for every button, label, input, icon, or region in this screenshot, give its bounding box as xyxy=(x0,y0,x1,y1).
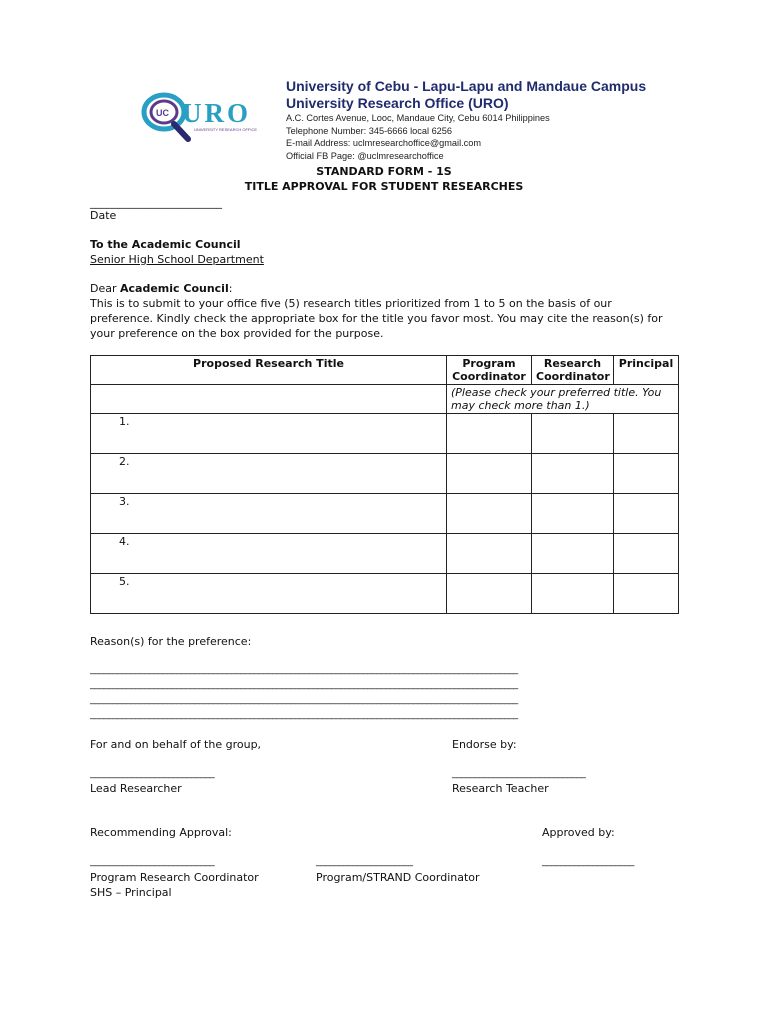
header-block xyxy=(286,78,646,162)
lead-researcher-label: Lead Researcher xyxy=(90,782,182,795)
table-row xyxy=(91,454,679,494)
approved-label: Approved by: xyxy=(542,826,615,839)
prc-signature-line[interactable]: ___________________________ xyxy=(90,856,215,867)
table-row xyxy=(91,494,679,534)
addressee: To the Academic Council xyxy=(90,238,241,251)
form-title: TITLE APPROVAL FOR STUDENT RESEARCHES xyxy=(244,180,524,193)
check-box-principal-3[interactable] xyxy=(614,494,679,534)
reasons-label: Reason(s) for the preference: xyxy=(90,635,252,648)
reason-line-4[interactable]: ______________________________________________________________________________________________ xyxy=(90,709,518,720)
check-box-principal-5[interactable] xyxy=(614,574,679,614)
table-note-row xyxy=(91,385,679,414)
uro-logo xyxy=(134,84,274,144)
table-row xyxy=(91,414,679,454)
reason-line-3[interactable]: ______________________________________________________________________________________________ xyxy=(90,694,518,705)
endorse-label: Endorse by: xyxy=(452,738,517,751)
check-box-principal-1[interactable] xyxy=(614,414,679,454)
body-line-3: your preference on the box provided for the purpose. xyxy=(90,327,384,340)
recommending-label: Recommending Approval: xyxy=(90,826,232,839)
check-box-principal-4[interactable] xyxy=(614,534,679,574)
svg-text:UNIVERSITY RESEARCH OFFICE: UNIVERSITY RESEARCH OFFICE xyxy=(194,127,258,132)
title-cell-4[interactable]: 4. xyxy=(91,534,447,574)
university-name: University of Cebu - Lapu-Lapu and Mandaue Campus xyxy=(286,78,647,94)
svg-text:URO: URO xyxy=(182,98,251,128)
check-box-program-3[interactable] xyxy=(447,494,532,534)
salutation: Dear Academic Council: xyxy=(90,282,233,295)
check-box-program-1[interactable] xyxy=(447,414,532,454)
titles-table xyxy=(90,355,679,614)
reason-line-2[interactable]: ______________________________________________________________________________________________ xyxy=(90,679,518,690)
body-line-2: preference. Kindly check the appropriate box for the title you favor most. You may cite the reason(s) for xyxy=(90,312,663,325)
facebook-page: Official FB Page: @uclmresearchoffice xyxy=(286,150,444,161)
table-row xyxy=(91,534,679,574)
check-box-research-3[interactable] xyxy=(532,494,614,534)
col-title-header: Proposed Research Title xyxy=(91,356,447,385)
title-cell-2[interactable]: 2. xyxy=(91,454,447,494)
svg-text:UC: UC xyxy=(156,108,169,118)
teacher-signature-line[interactable]: _____________________________ xyxy=(452,768,586,779)
office-name: University Research Office (URO) xyxy=(286,95,509,111)
col-program-header: Program Coordinator xyxy=(447,356,532,385)
check-box-research-5[interactable] xyxy=(532,574,614,614)
check-box-program-5[interactable] xyxy=(447,574,532,614)
form-number: STANDARD FORM - 1S xyxy=(316,165,452,178)
check-box-program-2[interactable] xyxy=(447,454,532,494)
table-header-row xyxy=(91,356,679,385)
strand-signature-line[interactable]: _____________________ xyxy=(316,856,413,867)
note-blank xyxy=(91,385,447,414)
col-principal-header: Principal xyxy=(614,356,679,385)
research-teacher-label: Research Teacher xyxy=(452,782,549,795)
lead-signature-line[interactable]: ___________________________ xyxy=(90,768,215,779)
table-row xyxy=(91,574,679,614)
title-cell-3[interactable]: 3. xyxy=(91,494,447,534)
behalf-label: For and on behalf of the group, xyxy=(90,738,262,751)
prc-label: Program Research Coordinator xyxy=(90,871,259,884)
col-research-header: Research Coordinator xyxy=(532,356,614,385)
address: A.C. Cortes Avenue, Looc, Mandaue City, Cebu 6014 Philippines xyxy=(286,113,550,123)
telephone: Telephone Number: 345-6666 local 6256 xyxy=(286,125,453,136)
date-line[interactable]: ________________________ xyxy=(90,196,222,209)
body-line-1: This is to submit to your office five (5) research titles prioritized from 1 to 5 on the basis of our xyxy=(90,297,612,310)
title-cell-1[interactable]: 1. xyxy=(91,414,447,454)
department: Senior High School Department xyxy=(90,253,264,266)
email: E-mail Address: uclmresearchoffice@gmail.com xyxy=(286,138,482,148)
reason-line-1[interactable]: ______________________________________________________________________________________________ xyxy=(90,664,518,675)
principal-signature-line[interactable]: ____________________ xyxy=(542,856,635,867)
check-box-research-1[interactable] xyxy=(532,414,614,454)
check-note: (Please check your preferred title. You may check more than 1.) xyxy=(447,385,679,414)
check-box-research-4[interactable] xyxy=(532,534,614,574)
check-box-principal-2[interactable] xyxy=(614,454,679,494)
date-label: Date xyxy=(90,209,117,222)
check-box-research-2[interactable] xyxy=(532,454,614,494)
shs-principal-label: SHS – Principal xyxy=(90,886,172,899)
check-box-program-4[interactable] xyxy=(447,534,532,574)
strand-coordinator-label: Program/STRAND Coordinator xyxy=(316,871,480,884)
title-cell-5[interactable]: 5. xyxy=(91,574,447,614)
